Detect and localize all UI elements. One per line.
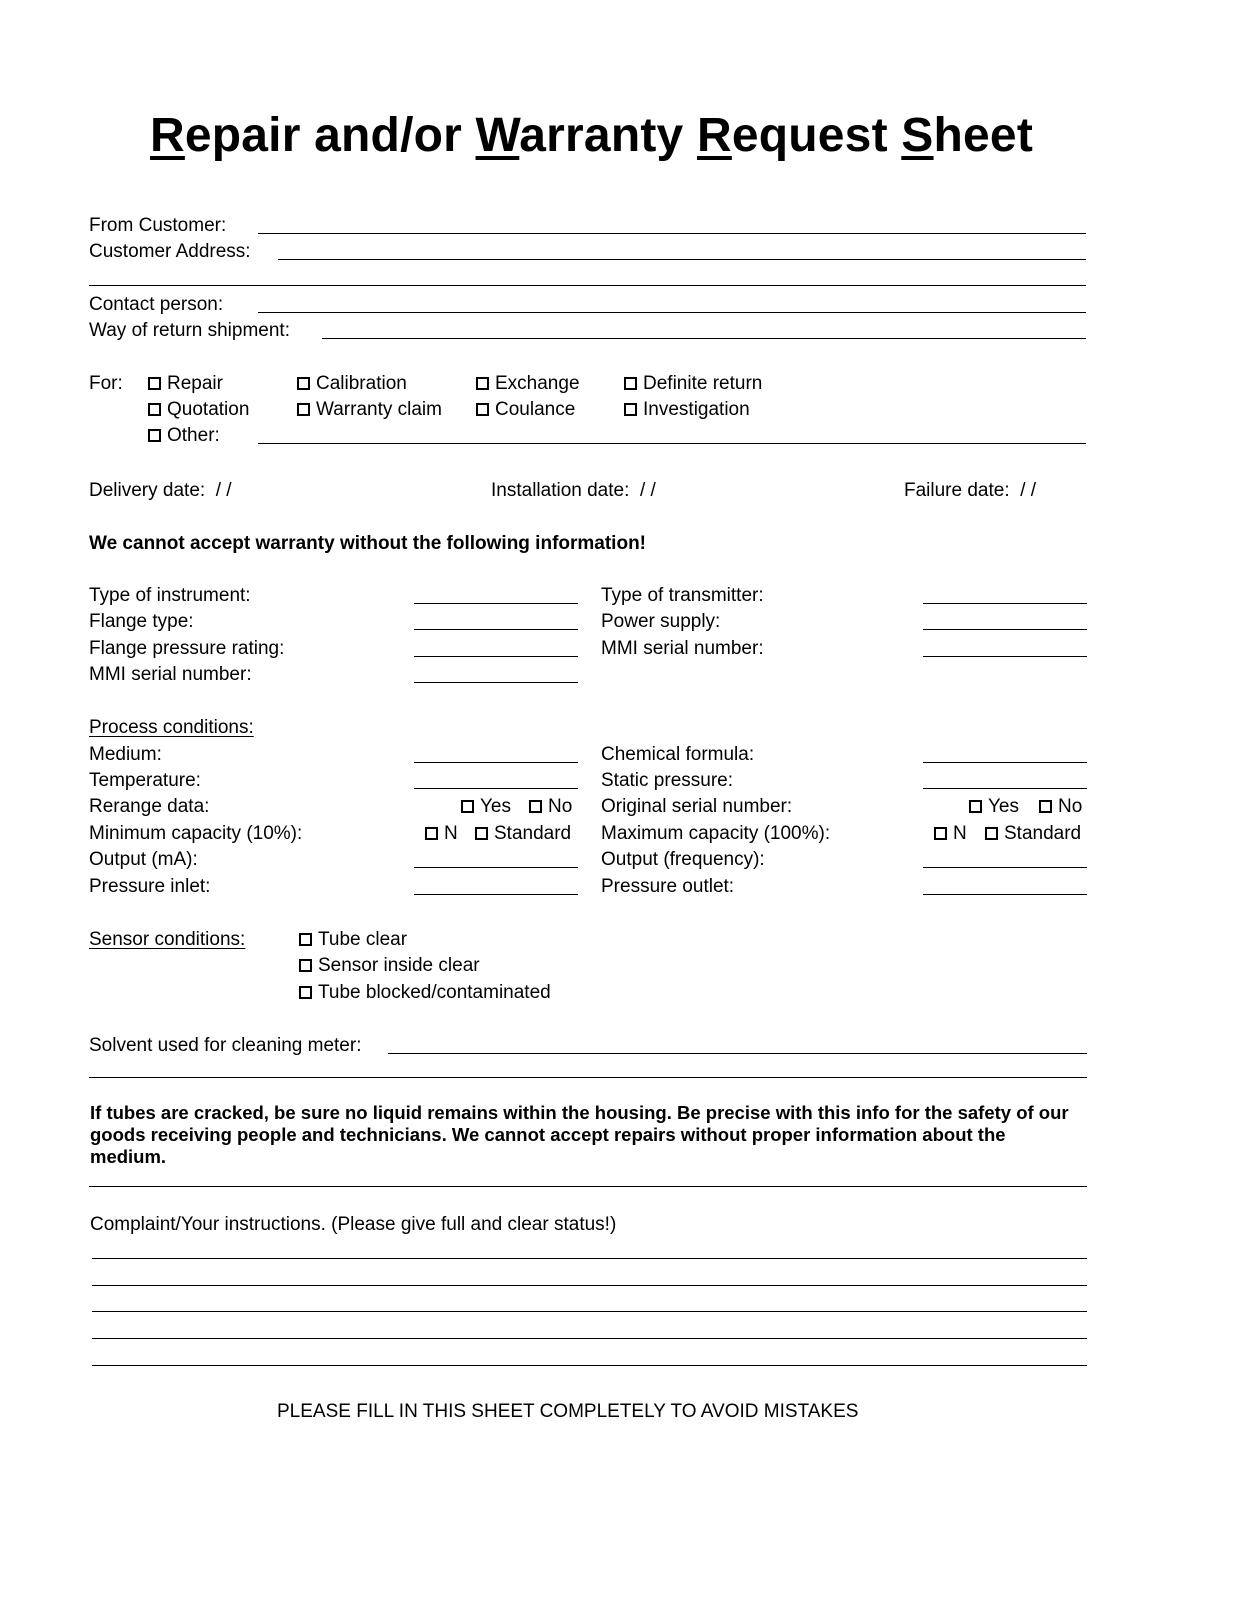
checkbox-icon [297,377,310,390]
from-customer-label: From Customer: [89,215,227,236]
installation-date-field[interactable]: / / [639,480,656,501]
temperature-field[interactable] [414,788,578,789]
installation-date-label: Installation date: / / [491,480,656,501]
complaint-line-2[interactable] [92,1285,1087,1286]
customer-address-field[interactable] [278,259,1086,260]
checkbox-icon [148,403,161,416]
return-shipment-label: Way of return shipment: [89,320,290,341]
contact-person-label: Contact person: [89,294,224,315]
investigation-checkbox[interactable]: Investigation [624,399,750,421]
max-capacity-n-checkbox[interactable]: N [934,823,967,845]
checkbox-icon [529,800,542,813]
checkbox-icon [969,800,982,813]
return-shipment-field[interactable] [322,338,1086,339]
from-customer-field[interactable] [258,233,1086,234]
medium-label: Medium: [89,744,162,765]
coulance-checkbox[interactable]: Coulance [476,399,575,421]
tube-clear-checkbox[interactable]: Tube clear [299,929,407,951]
delivery-date-label: Delivery date: / / [89,480,232,501]
contact-person-field[interactable] [258,312,1086,313]
min-capacity-n-checkbox[interactable]: N [425,823,458,845]
repair-checkbox[interactable]: Repair [148,373,223,395]
customer-address-field-2[interactable] [89,285,1086,286]
checkbox-icon [476,403,489,416]
rerange-no-checkbox[interactable]: No [529,796,572,818]
tube-blocked-checkbox[interactable]: Tube blocked/contaminated [299,982,551,1004]
max-capacity-label: Maximum capacity (100%): [601,823,831,844]
chemical-formula-label: Chemical formula: [601,744,755,765]
mmi-serial-left-field[interactable] [414,682,578,683]
other-checkbox[interactable]: Other: [148,425,220,447]
mmi-serial-right-field[interactable] [923,656,1087,657]
complaint-line-1[interactable] [92,1258,1087,1259]
output-frequency-field[interactable] [923,867,1087,868]
checkbox-icon [1039,800,1052,813]
flange-type-field[interactable] [414,629,578,630]
power-supply-field[interactable] [923,629,1087,630]
rerange-yes-checkbox[interactable]: Yes [461,796,511,818]
checkbox-icon [475,827,488,840]
page-title: Repair and/or Warranty Request Sheet [150,109,1034,162]
delivery-date-field[interactable]: / / [215,480,232,501]
failure-date-label: Failure date: / / [904,480,1037,501]
min-capacity-standard-checkbox[interactable]: Standard [475,823,571,845]
mmi-serial-left-label: MMI serial number: [89,664,252,685]
other-field[interactable] [258,443,1086,444]
exchange-checkbox[interactable]: Exchange [476,373,580,395]
checkbox-icon [476,377,489,390]
power-supply-label: Power supply: [601,611,721,632]
solvent-label: Solvent used for cleaning meter: [89,1035,362,1056]
max-capacity-standard-checkbox[interactable]: Standard [985,823,1081,845]
checkbox-icon [624,403,637,416]
output-ma-field[interactable] [414,867,578,868]
original-serial-no-checkbox[interactable]: No [1039,796,1082,818]
pressure-outlet-field[interactable] [923,894,1087,895]
flange-pressure-field[interactable] [414,656,578,657]
type-transmitter-field[interactable] [923,603,1087,604]
static-pressure-field[interactable] [923,788,1087,789]
medium-safety-warning: If tubes are cracked, be sure no liquid remains within the housing. Be precise with this info for the safety of our goods receiving people and technicians. We cannot accept repairs without proper information about the medium. [90,1102,1069,1167]
divider [89,1186,1087,1187]
static-pressure-label: Static pressure: [601,770,733,791]
min-capacity-label: Minimum capacity (10%): [89,823,303,844]
customer-address-label: Customer Address: [89,241,251,262]
temperature-label: Temperature: [89,770,201,791]
calibration-checkbox[interactable]: Calibration [297,373,407,395]
checkbox-icon [985,827,998,840]
checkbox-icon [934,827,947,840]
checkbox-icon [425,827,438,840]
checkbox-icon [148,377,161,390]
sensor-conditions-heading: Sensor conditions: [89,929,246,950]
type-instrument-field[interactable] [414,603,578,604]
checkbox-icon [299,986,312,999]
type-instrument-label: Type of instrument: [89,585,251,606]
checkbox-icon [624,377,637,390]
checkbox-icon [299,933,312,946]
for-label: For: [89,373,123,394]
checkbox-icon [297,403,310,416]
process-conditions-heading: Process conditions: [89,717,254,738]
checkbox-icon [461,800,474,813]
medium-field[interactable] [414,762,578,763]
checkbox-icon [148,429,161,442]
failure-date-field[interactable]: / / [1020,480,1037,501]
checkbox-icon [299,959,312,972]
original-serial-yes-checkbox[interactable]: Yes [969,796,1019,818]
mmi-serial-right-label: MMI serial number: [601,638,764,659]
complaint-label: Complaint/Your instructions. (Please give full and clear status!) [90,1214,617,1235]
complaint-line-4[interactable] [92,1338,1087,1339]
footer-notice: PLEASE FILL IN THIS SHEET COMPLETELY TO AVOID MISTAKES [277,1401,859,1422]
solvent-field[interactable] [388,1053,1087,1054]
rerange-label: Rerange data: [89,796,210,817]
flange-pressure-label: Flange pressure rating: [89,638,285,659]
pressure-inlet-field[interactable] [414,894,578,895]
pressure-outlet-label: Pressure outlet: [601,876,735,897]
complaint-line-3[interactable] [92,1311,1087,1312]
warranty-warning: We cannot accept warranty without the following information! [89,533,647,554]
output-frequency-label: Output (frequency): [601,849,765,870]
flange-type-label: Flange type: [89,611,194,632]
output-ma-label: Output (mA): [89,849,198,870]
quotation-checkbox[interactable]: Quotation [148,399,249,421]
solvent-field-2[interactable] [89,1077,1087,1078]
complaint-line-5[interactable] [92,1365,1087,1366]
warranty-claim-checkbox[interactable]: Warranty claim [297,399,442,421]
definite-return-checkbox[interactable]: Definite return [624,373,762,395]
chemical-formula-field[interactable] [923,762,1087,763]
type-transmitter-label: Type of transmitter: [601,585,764,606]
original-serial-label: Original serial number: [601,796,793,817]
sensor-inside-clear-checkbox[interactable]: Sensor inside clear [299,955,480,977]
pressure-inlet-label: Pressure inlet: [89,876,211,897]
